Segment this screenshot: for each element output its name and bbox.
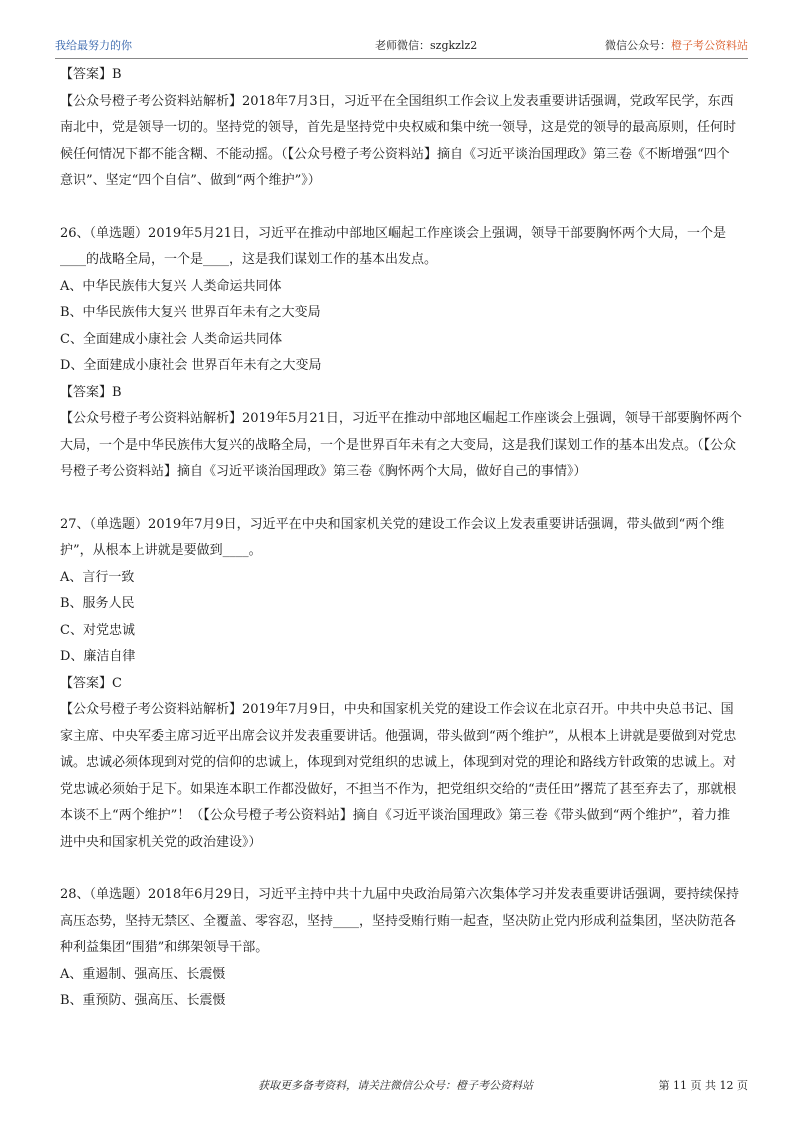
question-28: 28、（单选题）2018年6月29日，习近平主持中共十九届中央政治局第六次集体学习并发表重要讲话强调，要持续保持高压态势，坚持无禁区、全覆盖、零容忍，坚持____，坚持受贿行贿一起查，坚决防止党内形成利益集团，坚决防范各种利益集团“围猎”和绑架领导干部。 <box>60 887 739 955</box>
header-wechat-name: 橙子考公资料站 <box>671 39 748 52</box>
option-b: B、服务人民 <box>60 596 135 611</box>
option-b: B、重预防、强高压、长震慑 <box>60 993 226 1008</box>
answer-line: 【答案】C <box>60 675 122 691</box>
option-a: A、中华民族伟大复兴 人类命运共同体 <box>60 278 282 294</box>
header-slogan: 我给最努力的你 <box>55 39 132 52</box>
option-b: B、中华民族伟大复兴 世界百年未有之大变局 <box>60 305 321 320</box>
option-d: D、全面建成小康社会 世界百年未有之大变局 <box>60 358 322 373</box>
analysis-paragraph: 【公众号橙子考公资料站解析】2018年7月3日，习近平在全国组织工作会议上发表重要讲话强调，党政军民学，东西南北中，党是领导一切的。坚持党的领导，首先是坚持党中央权威和集中统一领导，这是党的领导的最高原则，任何时候任何情况下都不能含糊、不能动摇。（【公众号橙子考公资料站】摘自《习近平谈治国理政》第三卷《不断增强“四个意识”、坚定“四个自信”、做到“两个维护”》） <box>60 93 737 188</box>
header-wechat-account <box>605 36 748 56</box>
footer-promo: 获取更多备考资料，请关注微信公众号：橙子考公资料站 <box>258 1079 533 1092</box>
header-divider <box>55 58 748 59</box>
question-26: 26、（单选题）2019年5月21日，习近平在推动中部地区崛起工作座谈会上强调，领导干部要胸怀两个大局，一个是____的战略全局，一个是____，这是我们谋划工作的基本出发点。 <box>60 225 726 267</box>
option-c: C、对党忠诚 <box>60 622 135 638</box>
document-body <box>60 62 742 1015</box>
page-footer <box>0 1076 748 1096</box>
answer-line: 【答案】B <box>60 67 122 82</box>
question-27: 27、（单选题）2019年7月9日，习近平在中央和国家机关党的建设工作会议上发表重要讲话强调，带头做到“两个维护”，从根本上讲就是要做到____。 <box>60 516 725 558</box>
analysis-paragraph: 【公众号橙子考公资料站解析】2019年7月9日，中央和国家机关党的建设工作会议在北京召开。中共中央总书记、国家主席、中央军委主席习近平出席会议并发表重要讲话。他强调，带头做到“两个维护”，从根本上讲就是要做到对党忠诚。忠诚必须体现到对党的信仰的忠诚上，体现到对党组织的忠诚上，体现到对党的理论和路线方针政策的忠诚上。对党忠诚必须始于足下。如果连本职工作都没做好，不担当不作为，把党组织交给的“责任田”撂荒了甚至弃去了，那就根本谈不上“两个维护”！（【公众号橙子考公资料站】摘自《习近平谈治国理政》第三卷《带头做到“两个维护”，着力推进中央和国家机关党的政治建设》） <box>60 702 737 850</box>
header-teacher-wechat: 老师微信：szgkzlz2 <box>375 39 478 52</box>
analysis-paragraph: 【公众号橙子考公资料站解析】2019年5月21日，习近平在推动中部地区崛起工作座谈会上强调，领导干部要胸怀两个大局，一个是中华民族伟大复兴的战略全局，一个是世界百年未有之大变局，这是我们谋划工作的基本出发点。（【公众号橙子考公资料站】摘自《习近平谈治国理政》第三卷《胸怀两个大局，做好自己的事情》） <box>60 411 742 479</box>
header-wechat-prefix: 微信公众号： <box>605 39 671 52</box>
option-c: C、全面建成小康社会 人类命运共同体 <box>60 331 283 347</box>
option-a: A、重遏制、强高压、长震慑 <box>60 966 226 982</box>
option-d: D、廉洁自律 <box>60 649 136 664</box>
answer-line: 【答案】B <box>60 384 122 400</box>
page-number: 第 11 页 共 12 页 <box>658 1079 748 1092</box>
option-a: A、言行一致 <box>60 569 135 585</box>
page-header <box>55 36 748 56</box>
